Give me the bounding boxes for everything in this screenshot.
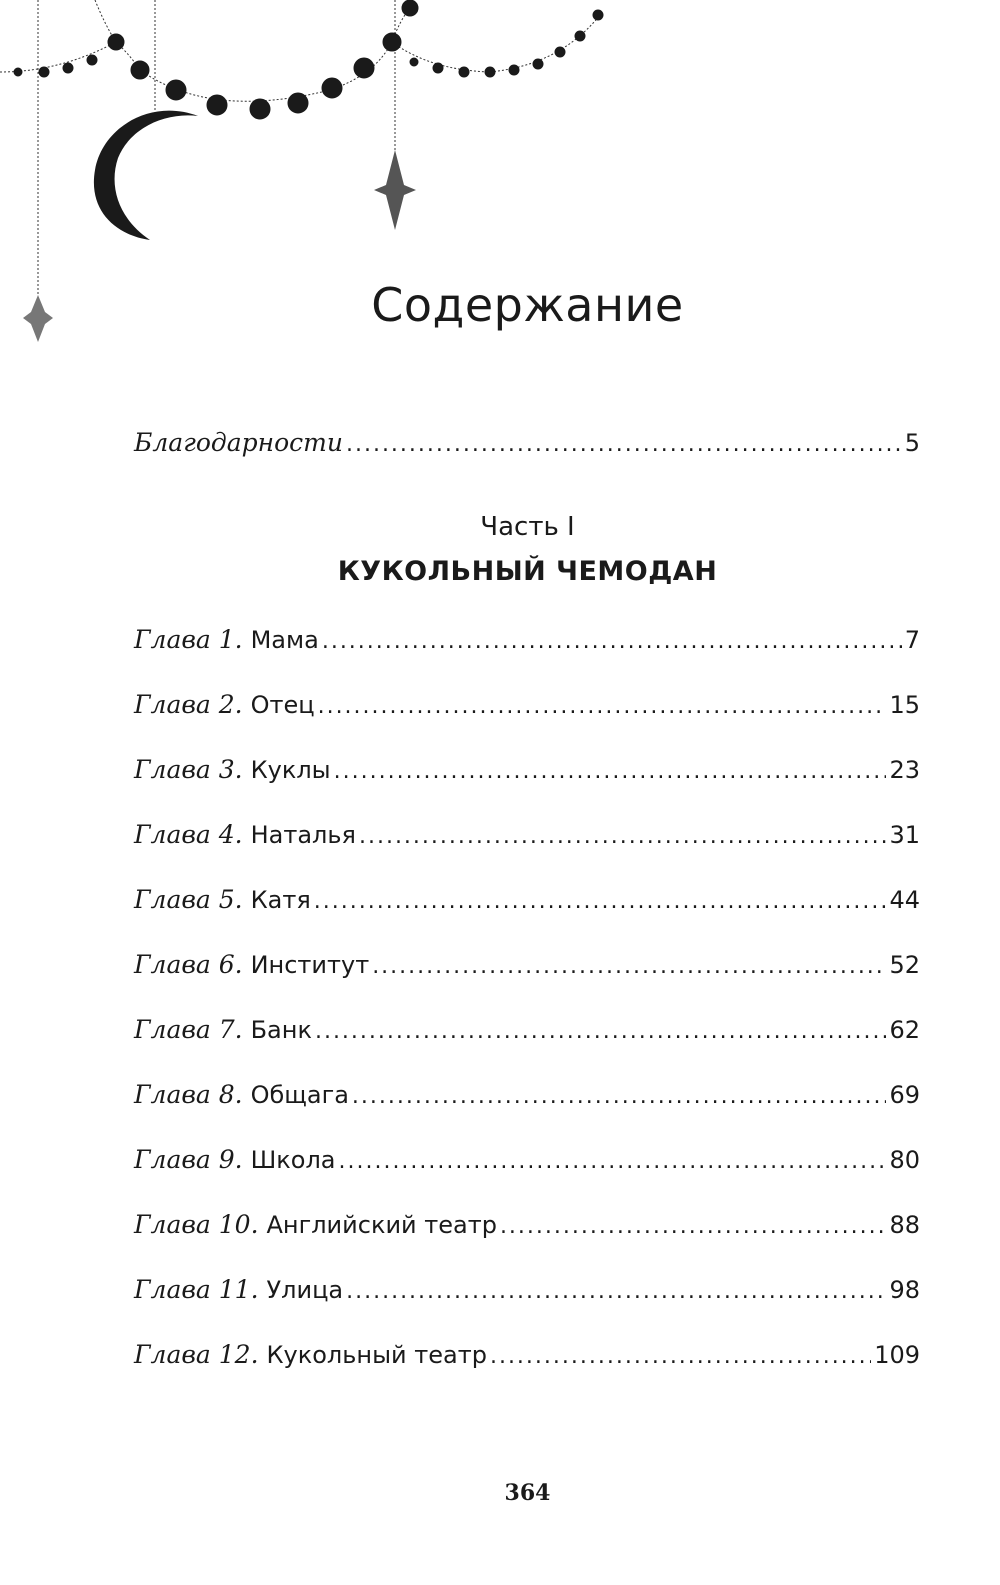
chapter-prefix: Глава 5.: [134, 885, 243, 914]
toc-entry-label: [134, 1272, 343, 1308]
toc-row-chapter[interactable]: [134, 1337, 920, 1373]
toc-row-chapter[interactable]: [134, 687, 920, 723]
toc-entry-label: [134, 1077, 349, 1113]
chapter-prefix: Глава 10.: [134, 1210, 259, 1239]
bead: [250, 99, 270, 119]
chapter-title: Куклы: [250, 756, 331, 784]
toc-row-chapter[interactable]: [134, 752, 920, 788]
bead: [383, 33, 401, 51]
toc-page-number: 52: [889, 951, 920, 979]
chapter-title: Мама: [250, 626, 319, 654]
chapter-title: Отец: [250, 691, 315, 719]
chapter-prefix: Глава 8.: [134, 1080, 243, 1109]
toc-entry-label: [134, 622, 319, 658]
bead: [87, 55, 97, 65]
bead: [410, 58, 418, 66]
bead: [433, 63, 443, 73]
toc-entry-label: Благодарности: [134, 428, 343, 457]
dot-leader: [352, 1079, 887, 1115]
bead: [459, 67, 469, 77]
chapter-prefix: Глава 2.: [134, 690, 243, 719]
dot-leader: [315, 1014, 887, 1050]
toc-entry-label: [134, 882, 311, 918]
bead: [402, 0, 418, 16]
chapter-title: Кукольный театр: [266, 1341, 487, 1369]
toc-page-number: 98: [889, 1276, 920, 1304]
toc-row-chapter[interactable]: [134, 882, 920, 918]
dot-leader: [346, 427, 902, 463]
bead: [14, 68, 22, 76]
toc-row-chapter[interactable]: [134, 1012, 920, 1048]
bead-garland: [14, 0, 603, 119]
chapter-title: Школа: [250, 1146, 336, 1174]
toc-row-acknowledgements[interactable]: [134, 425, 920, 461]
chapter-title: Институт: [250, 951, 370, 979]
toc-row-chapter[interactable]: [134, 1142, 920, 1178]
toc-row-chapter[interactable]: [134, 1207, 920, 1243]
toc-row-chapter[interactable]: [134, 1077, 920, 1113]
toc-entry-label: [134, 1012, 312, 1048]
chapter-prefix: Глава 6.: [134, 950, 243, 979]
toc-page-number: 80: [889, 1146, 920, 1174]
hanging-threads: [38, 0, 395, 295]
toc-entry-label: [134, 752, 331, 788]
dot-leader: [346, 1274, 886, 1310]
toc-page-number: 7: [904, 626, 920, 654]
dot-leader: [372, 949, 886, 985]
toc-row-chapter[interactable]: [134, 1272, 920, 1308]
dot-leader: [490, 1339, 871, 1375]
chapter-title: Улица: [266, 1276, 344, 1304]
toc-entry-label: [134, 817, 356, 853]
star-pendant-icon: [374, 150, 416, 230]
toc-entry-label: [134, 947, 369, 983]
chapter-prefix: Глава 11.: [134, 1275, 259, 1304]
toc-page-number: 88: [889, 1211, 920, 1239]
dot-leader: [338, 1144, 886, 1180]
dot-leader: [334, 754, 887, 790]
toc-page-number: 15: [889, 691, 920, 719]
toc-page-number: 62: [889, 1016, 920, 1044]
chapter-title: Наталья: [250, 821, 356, 849]
toc-entry-label: [134, 1337, 487, 1373]
dot-leader: [322, 624, 902, 660]
bead: [322, 78, 342, 98]
chapter-title: Катя: [250, 886, 311, 914]
bead: [63, 63, 73, 73]
toc-page-number: 69: [889, 1081, 920, 1109]
chapter-prefix: Глава 9.: [134, 1145, 243, 1174]
toc-page-number: 109: [874, 1341, 920, 1369]
toc-page-number: 5: [904, 429, 920, 457]
toc-entry-label: [134, 1207, 497, 1243]
toc-page-number: 23: [889, 756, 920, 784]
bead: [533, 59, 543, 69]
crescent-moon-icon: [94, 111, 198, 240]
bead: [39, 67, 49, 77]
bead: [555, 47, 565, 57]
dot-leader: [314, 884, 887, 920]
dot-leader: [359, 819, 886, 855]
chapter-title: Английский театр: [266, 1211, 497, 1239]
part-title: КУКОЛЬНЫЙ ЧЕМОДАН: [337, 556, 718, 587]
chapter-prefix: Глава 12.: [134, 1340, 259, 1369]
bead: [485, 67, 495, 77]
chapter-prefix: Глава 1.: [134, 625, 243, 654]
toc-page-number: 31: [889, 821, 920, 849]
chapter-prefix: Глава 7.: [134, 1015, 243, 1044]
toc-entry-label: [134, 1142, 335, 1178]
dot-leader: [318, 689, 887, 725]
chapter-title: Общага: [250, 1081, 349, 1109]
garland-threads: [0, 0, 600, 101]
toc-entry-label: [134, 687, 315, 723]
page-title: Содержание: [371, 278, 684, 332]
dot-leader: [500, 1209, 887, 1245]
bead: [131, 61, 149, 79]
bead: [166, 80, 186, 100]
bead: [207, 95, 227, 115]
bead: [593, 10, 603, 20]
chapter-prefix: Глава 4.: [134, 820, 243, 849]
toc-row-chapter[interactable]: [134, 817, 920, 853]
chapter-prefix: Глава 3.: [134, 755, 243, 784]
bead: [575, 31, 585, 41]
chapter-title: Банк: [250, 1016, 312, 1044]
bead: [354, 58, 374, 78]
bead: [108, 34, 124, 50]
bead: [288, 93, 308, 113]
bead: [509, 65, 519, 75]
toc-page-number: 44: [889, 886, 920, 914]
toc-row-chapter[interactable]: [134, 622, 920, 658]
page-number: 364: [504, 1480, 551, 1506]
part-label: Часть I: [480, 512, 575, 542]
toc-row-chapter[interactable]: [134, 947, 920, 983]
